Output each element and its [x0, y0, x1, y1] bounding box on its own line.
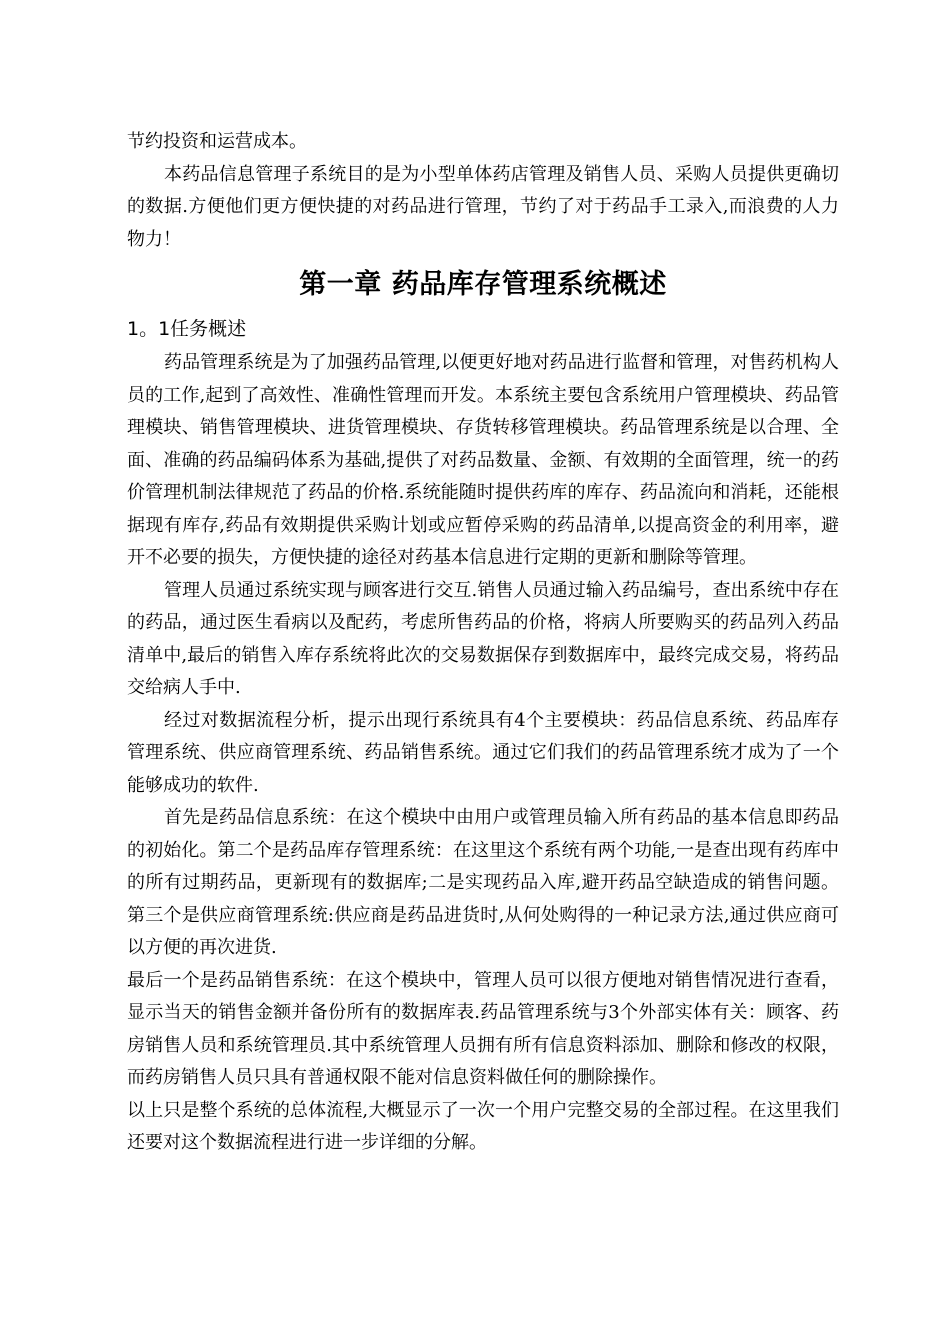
section-title: 1。1任务概述 [127, 318, 247, 340]
paragraph-summary: 以上只是整个系统的总体流程,大概显示了一次一个用户完整交易的全部过程。在这里我们还要对这个数据流程进行进一步详细的分解。 [127, 1099, 839, 1153]
chapter-title: 第一章 药品库存管理系统概述 [299, 269, 667, 300]
paragraph-interaction: 管理人员通过系统实现与顾客进行交互.销售人员通过输入药品编号，查出系统中存在的药品，通过医生看病以及配药，考虑所售药品的价格，将病人所要购买的药品列入药品清单中,最后的销售入库存系统将此次的交易数据保存到数据库中，最终完成交易，将药品交给病人手中. [127, 579, 839, 698]
paragraph-module-details: 首先是药品信息系统：在这个模块中由用户或管理员输入所有药品的基本信息即药品的初始化。第二个是药品库存管理系统：在这里这个系统有两个功能,一是查出现有药库中的所有过期药品，更新现有的数据库;二是实现药品入库,避开药品空缺造成的销售问题。第三个是供应商管理系统:供应商是药品进货时,从何处购得的一种记录方法,通过供应商可以方便的再次进货. [127, 807, 839, 958]
paragraph-intro-1: 节约投资和运营成本。 [127, 131, 307, 152]
paragraph-overview: 药品管理系统是为了加强药品管理,以便更好地对药品进行监督和管理，对售药机构人员的工作,起到了高效性、准确性管理而开发。本系统主要包含系统用户管理模块、药品管理模块、销售管理模块、进货管理模块、存货转移管理模块。药品管理系统是以合理、全面、准确的药品编码体系为基础,提供了对药品数量、金额、有效期的全面管理，统一的药价管理机制法律规范了药品的价格.系统能随时提供药库的库存、药品流向和消耗，还能根据现有库存,药品有效期提供采购计划或应暂停采购的药品清单,以提高资金的利用率，避开不必要的损失，方便快捷的途径对药基本信息进行定期的更新和删除等管理。 [127, 352, 839, 568]
paragraph-sales-system: 最后一个是药品销售系统：在这个模块中，管理人员可以很方便地对销售情况进行查看，显示当天的销售金额并备份所有的数据库表.药品管理系统与3个外部实体有关：顾客、药房销售人员和系统管理员.其中系统管理人员拥有所有信息资料添加、删除和修改的权限，而药房销售人员只具有普通权限不能对信息资料做任何的删除操作。 [127, 969, 839, 1088]
page-content [127, 126, 839, 1160]
paragraph-intro-2: 本药品信息管理子系统目的是为小型单体药店管理及销售人员、采购人员提供更确切的数据.方便他们更方便快捷的对药品进行管理，节约了对于药品手工录入,而浪费的人力物力！ [127, 163, 839, 250]
paragraph-modules: 经过对数据流程分析，提示出现行系统具有4个主要模块：药品信息系统、药品库存管理系统、供应商管理系统、药品销售系统。通过它们我们的药品管理系统才成为了一个能够成功的软件. [127, 709, 839, 796]
